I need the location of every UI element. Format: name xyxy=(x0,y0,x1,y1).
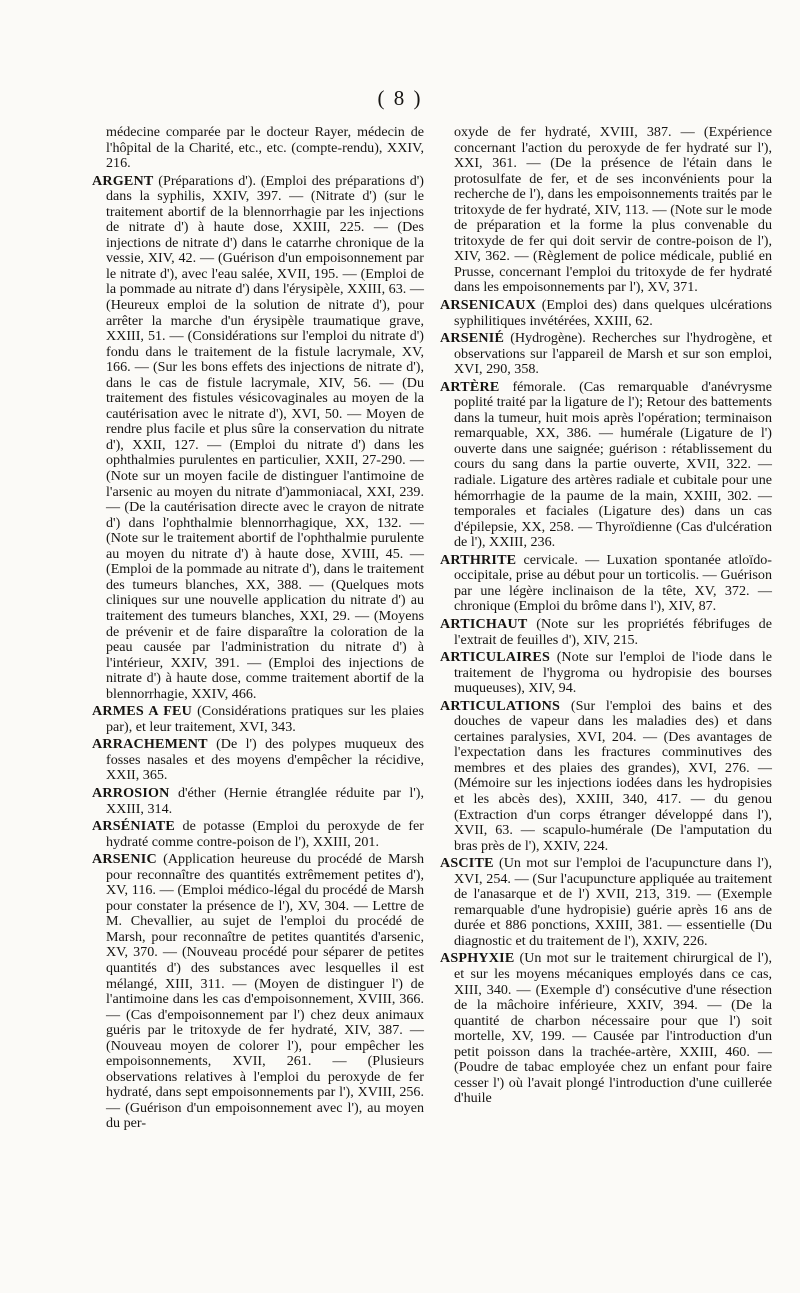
index-entry xyxy=(440,125,772,296)
entry-heading: ARTICULAIRES xyxy=(440,649,550,666)
entry-text: cervicale. — Luxation spontanée atloïdo-occipitale, prise au début pour un torticolis. — Guérison par une légère inclinaison de la tête, XV, 372. — chronique (Emploi du brôme dans l'), XIV, 87. xyxy=(454,551,772,615)
right-column xyxy=(440,125,772,1109)
entry-text: oxyde de fer hydraté, XVIII, 387. — (Expérience concernant l'action du peroxyde de fer hydraté sur l'), XXI, 361. — (De la présence de l'étain dans le protosulfate de fer, et de ses inconvénients pour la recherche de l'), dans les empoisonnements traités par le tritoxyde de fer hydraté, XIV, 113. — (Note sur le mode de préparation et la forme la plus convenable du tritoxyde de fer qui doit servir de contre-poison de l'), XIV, 362. — (Règlement de police médicale, publié en Prusse, concernant l'emploi du tritoxyde de fer hydraté dans les empoisonnements par l'), XV, 371. xyxy=(454,124,772,296)
index-entry xyxy=(440,617,772,648)
index-entry xyxy=(440,331,772,378)
entry-heading: ARSENICAUX xyxy=(440,297,536,314)
entry-heading: ARRACHEMENT xyxy=(92,736,208,753)
entry-heading: ARGENT xyxy=(92,172,154,189)
entry-text: d'éther (Hernie étranglée réduite par l'), XXIII, 314. xyxy=(106,784,424,817)
page-number: ( 8 ) xyxy=(377,86,423,110)
entry-text: (Hydrogène). Recherches sur l'hydrogène, et observations sur l'appareil de Marsh et sur son emploi, XVI, 290, 358. xyxy=(454,330,772,378)
entry-heading: ASPHYXIE xyxy=(440,950,515,967)
entry-text: (Note sur les propriétés fébrifuges de l'extrait de feuilles d'), XIV, 215. xyxy=(454,615,772,648)
entry-heading: ARTHRITE xyxy=(440,551,517,568)
index-entry xyxy=(92,737,424,784)
index-entry xyxy=(92,174,424,703)
entry-heading: ARMES A FEU xyxy=(92,703,193,720)
index-entry xyxy=(440,298,772,329)
index-entry xyxy=(440,856,772,949)
index-entry xyxy=(440,650,772,697)
entry-text: (Note sur l'emploi de l'iode dans le traitement de l'hygroma ou hydropisie des bourses muqueuses), XIV, 94. xyxy=(454,649,772,697)
index-entry xyxy=(440,951,772,1106)
entry-text: médecine comparée par le docteur Rayer, médecin de l'hôpital de la Charité, etc., etc. (compte-rendu), XXIV, 216. xyxy=(106,124,424,172)
entry-text: (Préparations d'). (Emploi des préparations d') dans la syphilis, XXIV, 397. — (Nitrate d') (sur le traitement abortif de la blennorrhagie par les injections de nitrate d') à haute dose, XXIII, 225. — (Des injections de nitrate d') dans le catarrhe chronique de la vessie, XIV, 42. — (Guérison d'un empoisonnement par le nitrate d'), avec l'eau salée, XVII, 195. — (Emploi de la pommade au nitrate d') dans l'érysipèle, XXIII, 63. — (Heureux emploi de la solution de nitrate d'), pour arrêter la marche d'un érysipèle traumatique grave, XXIII, 51. — (Considérations sur l'emploi du nitrate d') fondu dans le traitement de la fistule lacrymale, XV, 166. — (Sur les bons effets des injections de nitrate d'), dans le cas de fistule lacrymale, XIV, 56. — (Du traitement des fistules vésicovaginales au moyen de la cautérisation avec le nitrate d'), XVI, 50. — Moyen de rendre plus facile et plus sûre la conservation du nitrate d'), XXII, 127. — (Emploi du nitrate d') dans les ophthalmies purulentes en particulier, XXII, 27-290. — (Note sur un moyen facile de distinguer l'antimoine de l'arsenic au moyen du nitrate d')ammoniacal, XXI, 239. — (De la cautérisation directe avec le crayon de nitrate d') dans l'ophthalmie blennorrhagique, XX, 132. — (Note sur le traitement abortif de l'ophthalmie purulente au moyen du nitrate d') à haute dose, XVIII, 45. — (Emploi de la pommade au nitrate d'), dans le traitement des tumeurs blanches, XX, 388. — (Quelques mots cliniques sur une nouvelle application du nitrate d') au traitement des tumeurs blanches, XXI, 29. — (Moyens de prévenir et de faire disparaître la coloration de la peau causée par l'administration du nitrate d') à l'intérieur, XXIV, 391. — (Emploi des injections de nitrate d') à haute dose, comme traitement abortif de la blennorrhagie, XXIV, 466. xyxy=(106,172,424,702)
index-entry xyxy=(92,852,424,1132)
entry-heading: ARSENIC xyxy=(92,851,157,868)
entry-heading: ASCITE xyxy=(440,855,494,872)
index-entry xyxy=(440,380,772,551)
index-entry xyxy=(440,699,772,854)
entry-text: (Un mot sur l'emploi de l'acupuncture dans l'), XVI, 254. — (Sur l'acupuncture appliquée au traitement de l'anasarque et de l') XVII, 213, 319. — (Exemple remarquable d'une hydropisie) guérie après 16 ans de durée et 886 ponctions, XXIII, 381. — essentielle (Du diagnostic et du traitement de l'), XXIV, 226. xyxy=(454,855,772,949)
index-entry xyxy=(92,819,424,850)
entry-heading: ARSENIÉ xyxy=(440,330,505,347)
index-entry xyxy=(92,786,424,817)
entry-text: fémorale. (Cas remarquable d'anévrysme poplité traité par la ligature de l'); Retour des battements dans la tumeur, huit mois après l'opération; terminaison remarquable, XX, 386. — humérale (Ligature de l') ouverte dans une saignée; guérison : rétablissement du cours du sang dans la partie ouverte, XVII, 322. — radiale. Ligature des artères radiale et cubitale pour une hémorrhagie de la paume de la main, XXIII, 302. — temporales et faciales (Ligature des) dans un cas d'épilepsie, XX, 258. — Thyroïdienne (Cas d'ulcération de l'), XXIII, 236. xyxy=(454,378,772,551)
entry-text: (De l') des polypes muqueux des fosses nasales et des moyens d'empêcher la récidive, XXII, 365. xyxy=(106,736,424,784)
index-entry xyxy=(92,125,424,172)
entry-text: (Considérations pratiques sur les plaies par), et leur traitement, XVI, 343. xyxy=(106,703,424,735)
index-entry xyxy=(92,704,424,735)
entry-heading: ARSÉNIATE xyxy=(92,818,175,835)
entry-text: (Un mot sur le traitement chirurgical de l'), et sur les moyens mécaniques employés dans ce cas, XIII, 340. — (Exemple d') consécutive d'une résection de la mâchoire inférieure, XXIV, 394. — (De la quantité de charbon nécessaire pour que l') soit mortelle, XV, 199. — Causée par l'introduction d'un petit poisson dans la trachée-artère, XXIII, 460. — (Poudre de tabac employée chez un enfant pour faire cesser l') où l'avait plongé l'introduction d'une cuillerée d'huile xyxy=(454,950,773,1107)
entry-heading: ARTÈRE xyxy=(440,378,500,395)
index-entry xyxy=(440,553,772,615)
entry-text: (Sur l'emploi des bains et des douches de vapeur dans les maladies des) et dans certaines paralysies, XVI, 204. — (Des avantages de l'expectation dans les fractures comminutives des membres et des plaies des grandes), XVI, 276. — (Mémoire sur les injections iodées dans les hydropisies et les abcès des), XXIII, 340, 417. — du genou (Extraction d'un corps étranger développé dans l'), XVII, 63. — scapulo-humérale (De l'amputation du bras près de l'), XXIV, 224. xyxy=(454,697,773,854)
entry-heading: ARTICHAUT xyxy=(440,615,528,632)
entry-text: de potasse (Emploi du peroxyde de fer hydraté comme contre-poison de l'), XXIII, 201. xyxy=(106,818,424,850)
entry-heading: ARTICULATIONS xyxy=(440,697,561,714)
left-column xyxy=(92,125,424,1134)
entry-heading: ARROSION xyxy=(92,784,170,801)
entry-text: (Emploi des) dans quelques ulcérations syphilitiques invétérées, XXIII, 62. xyxy=(454,297,772,329)
entry-text: (Application heureuse du procédé de Marsh pour reconnaître des quantités extrêmement petites d'), XV, 116. — (Emploi médico-légal du procédé de Marsh pour constater la présence de l'), XV, 304. — Lettre de M. Chevallier, au sujet de l'emploi du procédé de Marsh, pour reconnaître de petites quantités d'arsenic, XV, 370. — (Nouveau procédé pour séparer de petites quantités d') des substances avec lesquelles il est mélangé, XIII, 311. — (Moyen de distinguer l') de l'antimoine dans les cas d'empoisonnement, XVIII, 366. — (Cas d'empoisonnement par l') chez deux animaux guéris par le tritoxyde de fer hydraté, XIV, 387. — (Nouveau moyen de colorer l'), pour empêcher les empoisonnements, XVII, 261. — (Plusieurs observations relatives à l'emploi du peroxyde de fer hydraté, dans sept empoisonnements par l'), XVIII, 256. — (Guérison d'un empoisonnement avec l'), au moyen du per- xyxy=(106,851,424,1132)
